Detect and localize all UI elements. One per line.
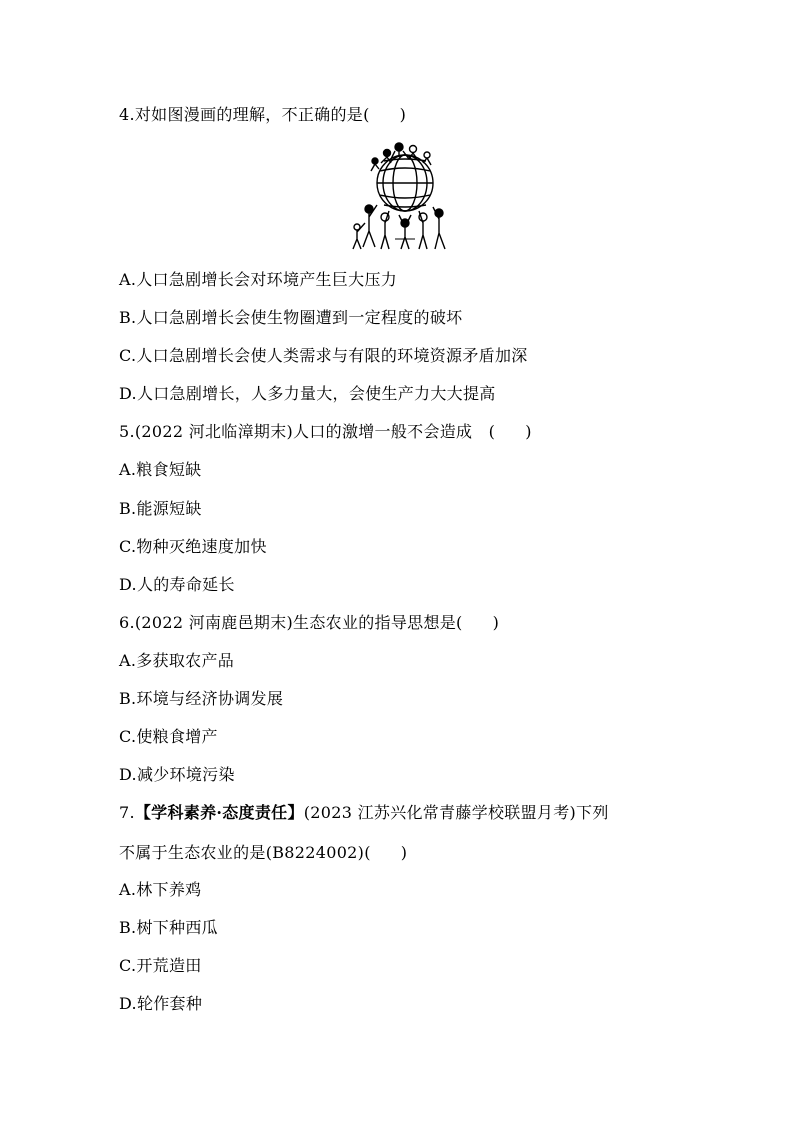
q6-option-c: C.使粮食增产 xyxy=(119,727,218,746)
q4-stem: 4.对如图漫画的理解，不正确的是( ) xyxy=(119,105,407,124)
q5-option-c: C.物种灭绝速度加快 xyxy=(119,537,267,556)
q6-option-a: A.多获取农产品 xyxy=(119,651,235,670)
q7-literacy-tag: 【学科素养·态度责任】 xyxy=(134,803,304,822)
q4-option-a: A.人口急剧增长会对环境产生巨大压力 xyxy=(119,270,398,289)
q7-stem-line2: 不属于生态农业的是(B8224002)( ) xyxy=(119,843,408,862)
q4-option-c: C.人口急剧增长会使人类需求与有限的环境资源矛盾加深 xyxy=(119,346,528,365)
q5-option-d: D.人的寿命延长 xyxy=(119,575,235,594)
q5-stem: 5.(2022 河北临漳期末)人口的激增一般不会造成 ( ) xyxy=(119,422,532,441)
q6-option-b: B.环境与经济协调发展 xyxy=(119,689,284,708)
q4-option-b: B.人口急剧增长会使生物圈遭到一定程度的破坏 xyxy=(119,308,463,327)
q7-option-d: D.轮作套种 xyxy=(119,994,203,1013)
q7-option-c: C.开荒造田 xyxy=(119,956,202,975)
q5-option-b: B.能源短缺 xyxy=(119,499,202,518)
q7-stem: 7.【学科素养·态度责任】(2023 江苏兴化常青藤学校联盟月考)下列 xyxy=(119,803,609,822)
q7-option-a: A.林下养鸡 xyxy=(119,880,202,899)
q7-option-b: B.树下种西瓜 xyxy=(119,918,218,937)
cartoon-people-carrying-globe-icon xyxy=(347,139,451,251)
q6-option-d: D.减少环境污染 xyxy=(119,765,235,784)
q5-option-a: A.粮食短缺 xyxy=(119,460,202,479)
q4-option-d: D.人口急剧增长，人多力量大，会使生产力大大提高 xyxy=(119,384,496,403)
q6-stem: 6.(2022 河南鹿邑期末)生态农业的指导思想是( ) xyxy=(119,613,500,632)
